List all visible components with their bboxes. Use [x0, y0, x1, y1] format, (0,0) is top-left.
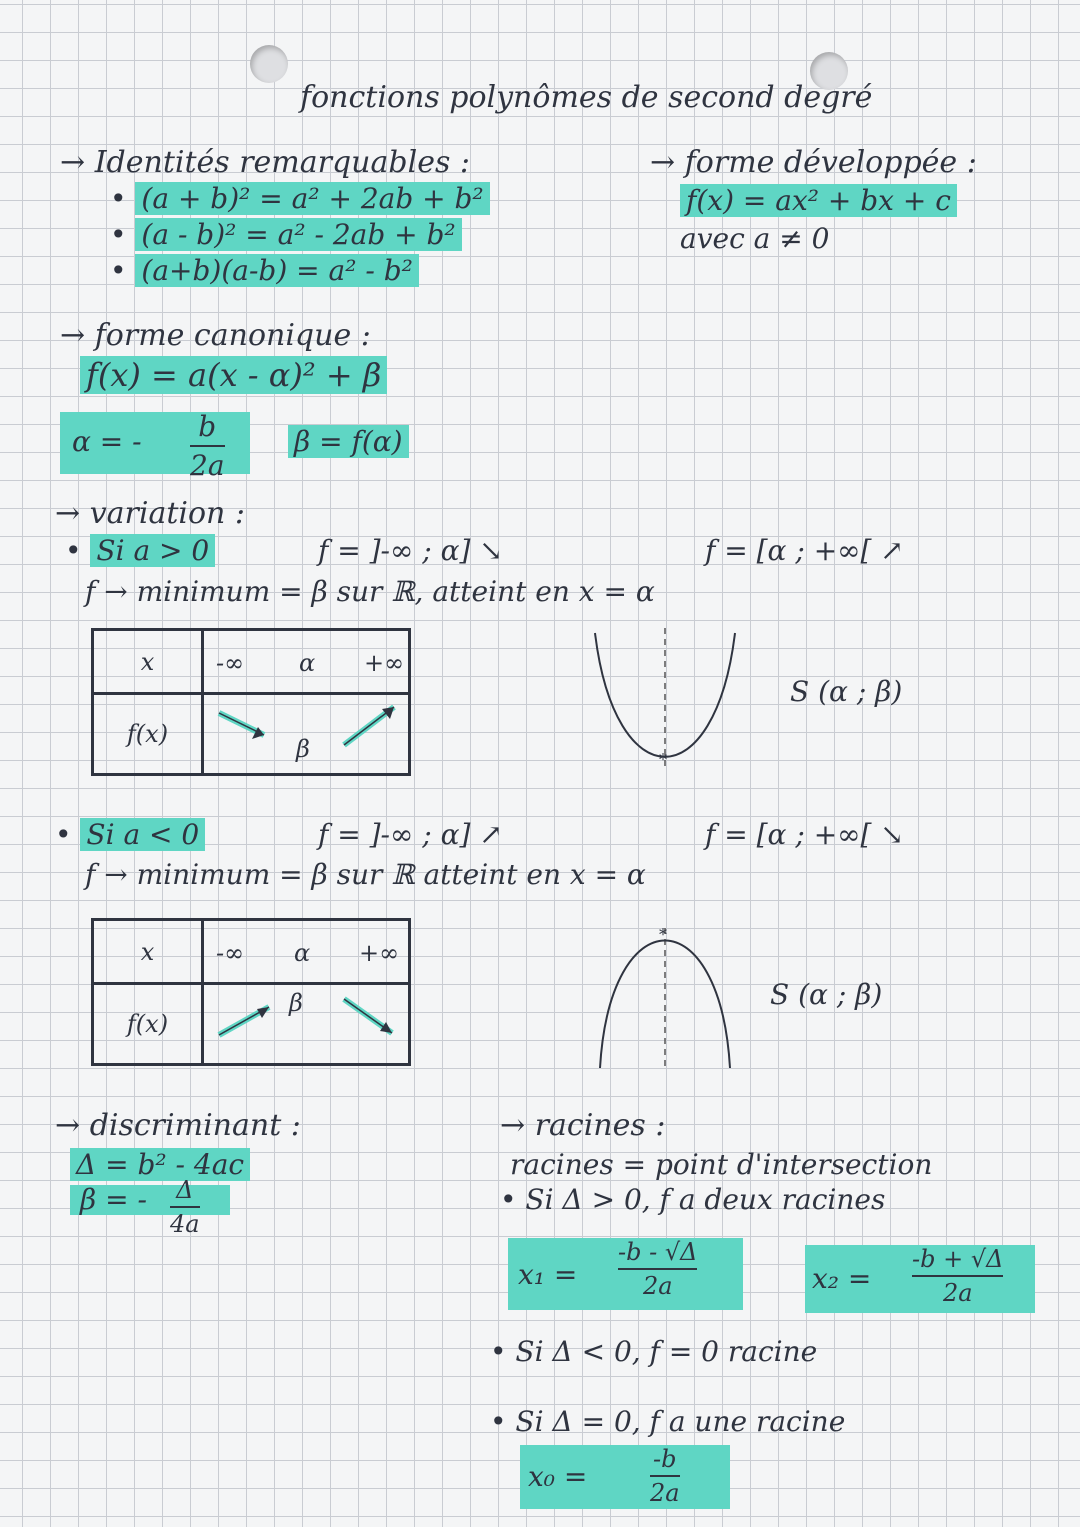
alpha-numerator: b — [198, 410, 217, 443]
pos-table-alpha: α — [299, 649, 316, 677]
canonical-heading: → forme canonique : — [60, 318, 371, 353]
beta-from-delta-fraction — [170, 1176, 200, 1238]
neg-table-alpha: α — [294, 939, 311, 967]
pos-table-beta: β — [296, 735, 310, 763]
pos-table-fx: f(x) — [93, 694, 203, 775]
upward-parabola-graph — [585, 628, 745, 788]
neg-extremum: f → minimum = β sur ℝ atteint en x = α — [85, 858, 646, 891]
pos-decreasing: f = ]-∞ ; α] ↘ — [318, 534, 503, 567]
roots-negative-case: • Si Δ < 0, f = 0 racine — [490, 1335, 818, 1368]
identity-item-3: • (a+b)(a-b) = a² - b² — [110, 254, 419, 287]
x2-denominator: 2a — [942, 1279, 973, 1307]
neg-table-minf: -∞ — [216, 939, 245, 967]
x0-fraction — [650, 1445, 680, 1507]
x0-denominator: 2a — [650, 1479, 680, 1507]
x1-denominator: 2a — [642, 1272, 673, 1300]
developed-heading: → forme développée : — [650, 145, 977, 180]
arrow-icon: → — [55, 1108, 90, 1143]
neg-variation-table — [91, 918, 411, 1066]
roots-positive-case: • Si Δ > 0, f a deux racines — [500, 1183, 886, 1216]
svg-text:*: * — [659, 925, 667, 944]
arrow-icon: → — [500, 1108, 535, 1143]
x2-lhs: x₂ = — [812, 1262, 872, 1295]
developed-condition: avec a ≠ 0 — [680, 222, 830, 255]
beta-definition: β = f(α) — [288, 425, 409, 458]
pos-extremum: f → minimum = β sur ℝ, atteint en x = α — [85, 575, 655, 608]
x1-numerator: -b - √Δ — [618, 1238, 698, 1266]
neg-table-beta: β — [289, 989, 303, 1017]
identity-item-2: • (a - b)² = a² - 2ab + b² — [110, 218, 462, 251]
neg-increasing: f = ]-∞ ; α] ↗ — [318, 818, 503, 851]
downward-parabola-graph — [585, 918, 745, 1078]
identities-heading: → Identités remarquables : — [60, 145, 470, 180]
canonical-formula: f(x) = a(x - α)² + β — [80, 356, 387, 394]
x2-fraction — [912, 1245, 1003, 1307]
x1-fraction — [618, 1238, 697, 1300]
beta-numerator: Δ — [176, 1176, 194, 1204]
pos-variation-table — [91, 628, 411, 776]
alpha-denominator: 2a — [190, 449, 225, 482]
arrow-icon: → — [60, 318, 95, 353]
x0-lhs: x₀ = — [528, 1460, 588, 1493]
neg-decreasing: f = [α ; +∞[ ↘ — [705, 818, 904, 851]
page-title: fonctions polynômes de second degré — [300, 80, 873, 115]
arrow-icon: → — [60, 145, 95, 180]
roots-zero-case: • Si Δ = 0, f a une racine — [490, 1405, 846, 1438]
neg-condition: • Si a < 0 — [55, 818, 205, 851]
pos-table-pinf: +∞ — [364, 649, 405, 677]
roots-definition: racines = point d'intersection — [510, 1148, 933, 1181]
roots-heading: → racines : — [500, 1108, 666, 1143]
pos-vertex-label: S (α ; β) — [790, 675, 903, 708]
pos-increasing: f = [α ; +∞[ ↗ — [705, 534, 904, 567]
arrow-icon: → — [650, 145, 685, 180]
neg-table-x: x — [93, 920, 203, 984]
beta-denominator: 4a — [170, 1210, 200, 1238]
punch-hole-left — [250, 45, 288, 83]
developed-formula: f(x) = ax² + bx + c — [680, 184, 957, 217]
alpha-fraction — [190, 410, 225, 482]
arrow-icon: → — [55, 496, 90, 531]
x2-numerator: -b + √Δ — [912, 1245, 1004, 1273]
pos-condition: • Si a > 0 — [65, 534, 215, 567]
svg-text:*: * — [659, 750, 667, 769]
x0-numerator: -b — [653, 1445, 677, 1473]
beta-from-delta-lhs: β = - — [80, 1183, 147, 1216]
pos-table-x: x — [93, 630, 203, 694]
discriminant-heading: → discriminant : — [55, 1108, 301, 1143]
pos-table-minf: -∞ — [216, 649, 245, 677]
delta-formula: Δ = b² - 4ac — [70, 1148, 250, 1181]
neg-table-fx: f(x) — [93, 984, 203, 1065]
neg-table-arrows — [204, 985, 404, 1065]
neg-table-pinf: +∞ — [359, 939, 400, 967]
neg-vertex-label: S (α ; β) — [770, 978, 883, 1011]
variation-heading: → variation : — [55, 496, 246, 531]
x1-lhs: x₁ = — [518, 1258, 578, 1291]
identity-item-1: • (a + b)² = a² + 2ab + b² — [110, 182, 490, 215]
alpha-lhs: α = - — [72, 425, 142, 458]
